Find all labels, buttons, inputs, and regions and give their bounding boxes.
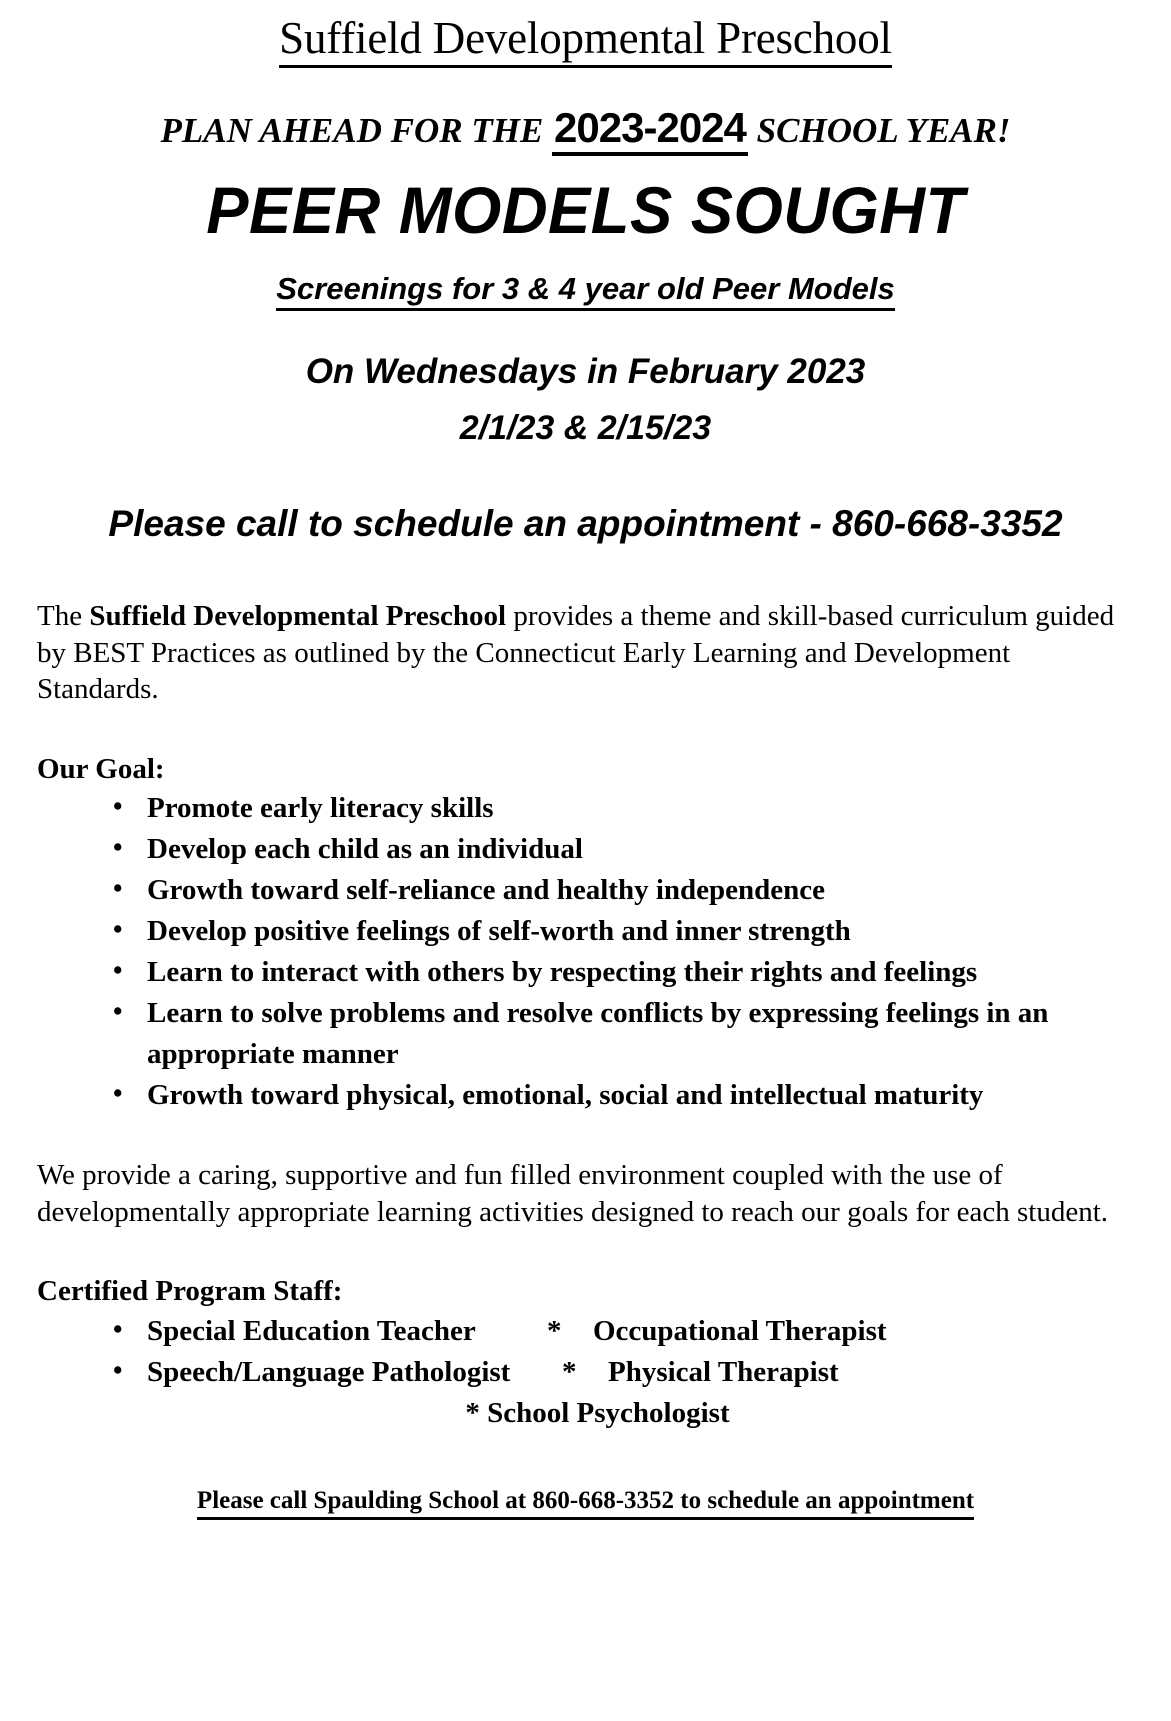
school-year-value: 2023-2024 — [552, 104, 748, 156]
intro-paragraph — [37, 598, 1134, 708]
call-to-action: Please call to schedule an appointment - 860-668-3352 — [108, 503, 1063, 544]
list-item: • Promote early literacy skills — [113, 788, 1134, 829]
list-item: • Develop positive feelings of self-worth and inner strength — [113, 911, 1134, 952]
intro-school-name: Suffield Developmental Preschool — [89, 600, 507, 632]
intro-rest: provides a theme and skill-based curriculum guided by BEST Practices as outlined by the Connecticut Early Learning and Development Standards. — [37, 600, 1115, 706]
plan-ahead-prefix: PLAN AHEAD FOR THE — [160, 111, 553, 150]
flyer-page — [0, 13, 1171, 1721]
goals-heading: Our Goal: — [37, 752, 165, 785]
staff-role-left: • Speech/Language Pathologist — [147, 1356, 511, 1389]
goals-list — [37, 788, 1134, 1115]
footer-note-text: Please call Spaulding School at 860-668-3352 to schedule an appointment — [197, 1487, 974, 1520]
page-title — [28, 13, 1143, 63]
footer-note — [37, 1486, 1134, 1516]
staff-role-right: Physical Therapist — [608, 1356, 839, 1389]
staff-heading: Certified Program Staff: — [37, 1275, 343, 1308]
environment-paragraph: We provide a caring, supportive and fun filled environment coupled with the use of developmentally appropriate learning activities designed to reach our goals for each student. — [37, 1159, 1109, 1228]
staff-list — [37, 1311, 1134, 1393]
staff-separator-star: * — [562, 1356, 577, 1389]
list-item: • Growth toward self-reliance and healthy independence — [113, 870, 1134, 911]
staff-role-school-psychologist: * School Psychologist — [465, 1397, 730, 1429]
screening-days: On Wednesdays in February 2023 — [305, 352, 866, 391]
page-title-text: Suffield Developmental Preschool — [279, 13, 892, 68]
plan-ahead-suffix: SCHOOL YEAR! — [747, 111, 1011, 150]
body-content — [28, 598, 1143, 1516]
subheading-text: Screenings for 3 & 4 year old Peer Models — [276, 271, 895, 311]
list-item: • Learn to solve problems and resolve conflicts by expressing feelings in an appropriate manner — [113, 993, 1134, 1075]
list-item — [113, 1311, 1134, 1352]
intro-lead: The — [37, 600, 90, 632]
list-item: • Develop each child as an individual — [113, 829, 1134, 870]
staff-role-right: Occupational Therapist — [593, 1315, 887, 1348]
list-item: • Learn to interact with others by respecting their rights and feelings — [113, 952, 1134, 993]
staff-separator-star: * — [547, 1315, 562, 1348]
main-heading: PEER MODELS SOUGHT — [206, 173, 965, 247]
list-item — [113, 1352, 1134, 1393]
list-item: • Growth toward physical, emotional, social and intellectual maturity — [113, 1075, 1134, 1116]
screening-dates: 2/1/23 & 2/15/23 — [459, 409, 712, 447]
subheading — [28, 273, 1143, 304]
staff-role-left: • Special Education Teacher — [147, 1315, 476, 1348]
plan-ahead-line — [28, 104, 1143, 151]
